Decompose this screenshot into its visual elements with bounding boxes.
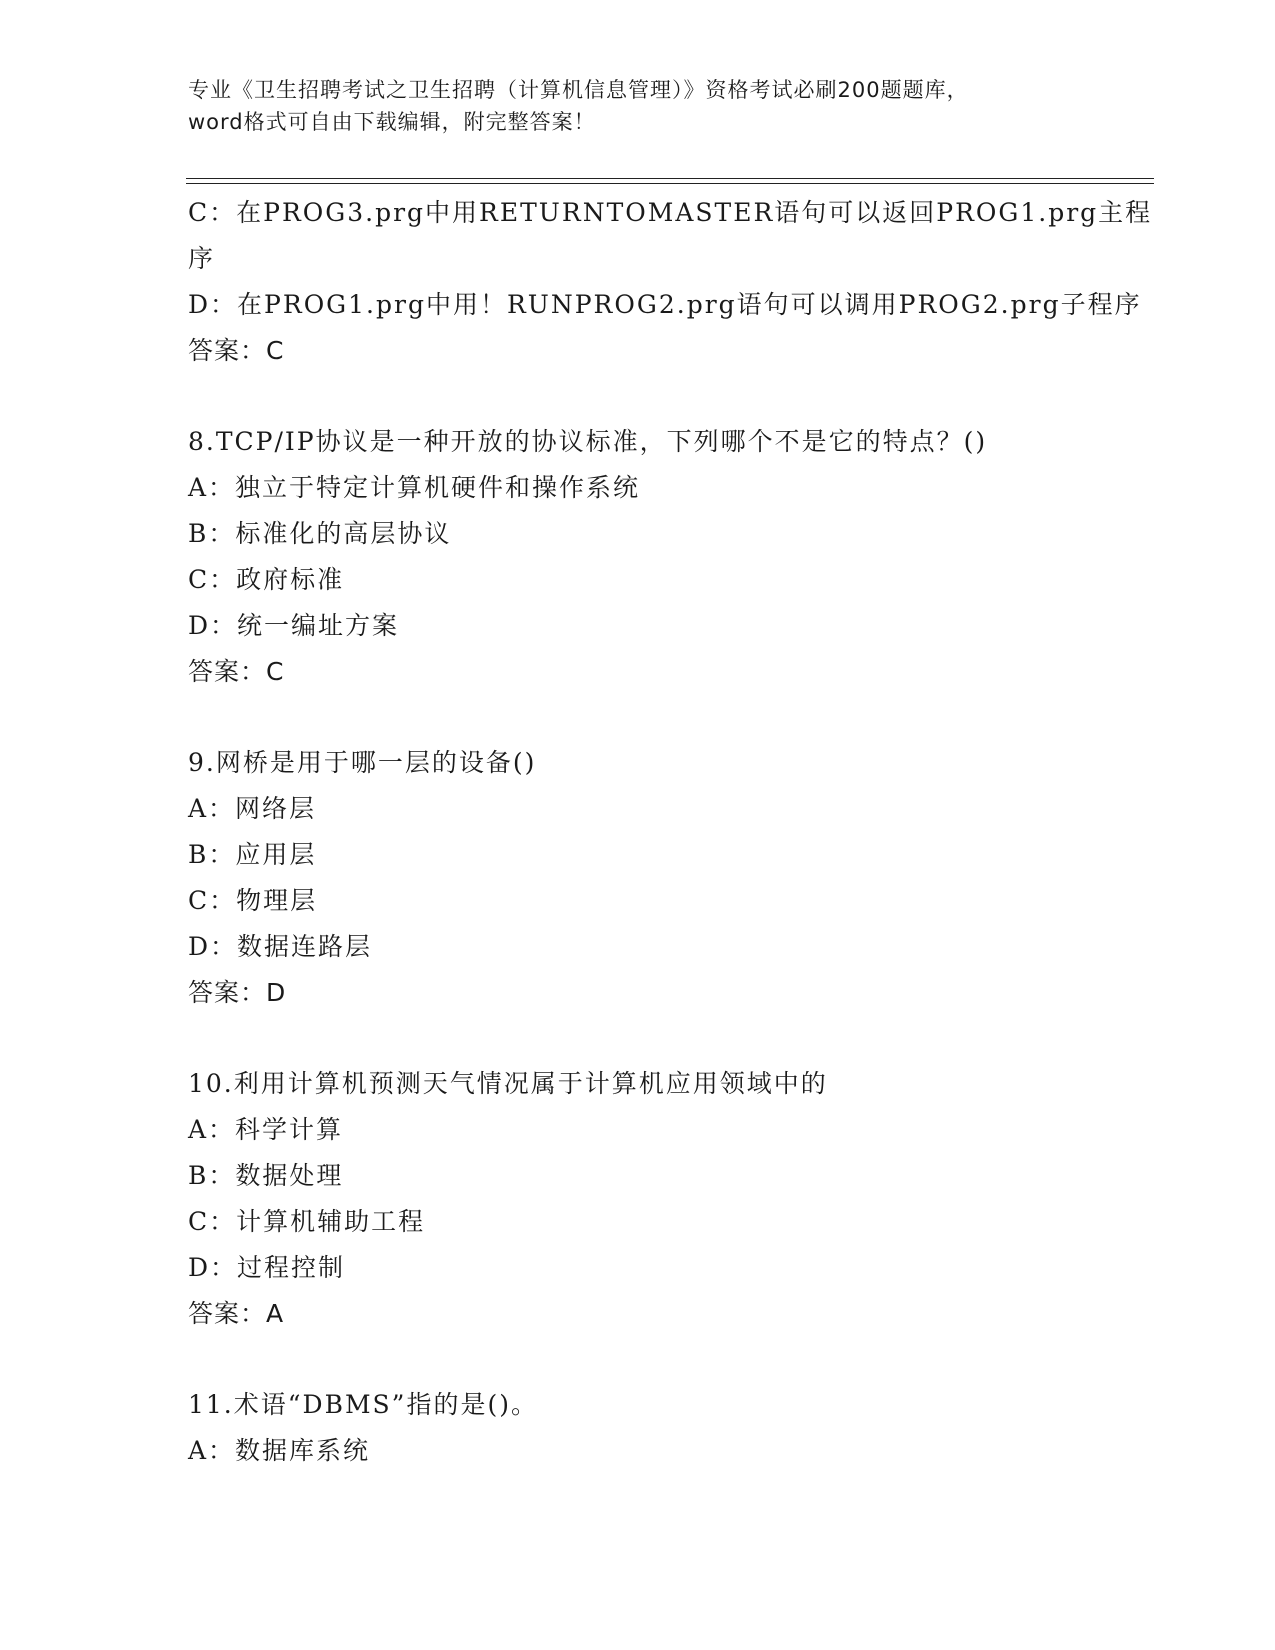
- answer-line: 答案：D: [188, 978, 287, 1007]
- question-10: [188, 1061, 1088, 1337]
- spacer: [188, 695, 1088, 740]
- question-stem: 8.TCP/IP协议是一种开放的协议标准，下列哪个不是它的特点？(): [188, 427, 988, 456]
- option-a: A：网络层: [188, 794, 317, 823]
- option-d: D：在PROG1.prg中用！RUNPROG2.prg语句可以调用PROG2.prg子程序: [188, 290, 1142, 319]
- question-stem: 9.网桥是用于哪一层的设备(): [188, 748, 537, 777]
- question-stem: 11.术语“DBMS”指的是()。: [188, 1390, 538, 1419]
- option-b: B：标准化的高层协议: [188, 519, 452, 548]
- option-c: C：物理层: [188, 886, 318, 915]
- option-c-continuation: 序: [188, 244, 216, 273]
- document-header: [188, 74, 1088, 138]
- option-c: C：计算机辅助工程: [188, 1207, 426, 1236]
- option-d: D：数据连路层: [188, 932, 373, 961]
- header-divider-bottom: [186, 183, 1154, 184]
- option-a: A：独立于特定计算机硬件和操作系统: [188, 473, 641, 502]
- question-7-tail: [188, 190, 1153, 374]
- option-d: D：统一编址方案: [188, 611, 400, 640]
- option-c: C：在PROG3.prg中用RETURNTOMASTER语句可以返回PROG1.prg主程: [188, 198, 1153, 227]
- spacer: [188, 1337, 1088, 1382]
- answer-line: 答案：C: [188, 657, 285, 686]
- option-a: A：数据库系统: [188, 1436, 371, 1465]
- question-8: [188, 419, 1088, 695]
- option-b: B：应用层: [188, 840, 317, 869]
- spacer: [188, 374, 1088, 419]
- header-divider-top: [186, 178, 1154, 179]
- spacer: [188, 1016, 1088, 1061]
- question-11: [188, 1382, 1088, 1474]
- header-title-line-2: word格式可自由下载编辑，附完整答案！: [188, 110, 596, 134]
- header-title-line-1: 专业《卫生招聘考试之卫生招聘（计算机信息管理）》资格考试必刷200题题库，: [188, 78, 969, 102]
- option-d: D：过程控制: [188, 1253, 346, 1282]
- option-a: A：科学计算: [188, 1115, 344, 1144]
- answer-line: 答案：A: [188, 1299, 285, 1328]
- option-b: B：数据处理: [188, 1161, 344, 1190]
- answer-line: 答案：C: [188, 336, 285, 365]
- question-list: [188, 190, 1153, 1474]
- question-9: [188, 740, 1088, 1016]
- option-c: C：政府标准: [188, 565, 345, 594]
- question-stem: 10.利用计算机预测天气情况属于计算机应用领域中的: [188, 1069, 828, 1098]
